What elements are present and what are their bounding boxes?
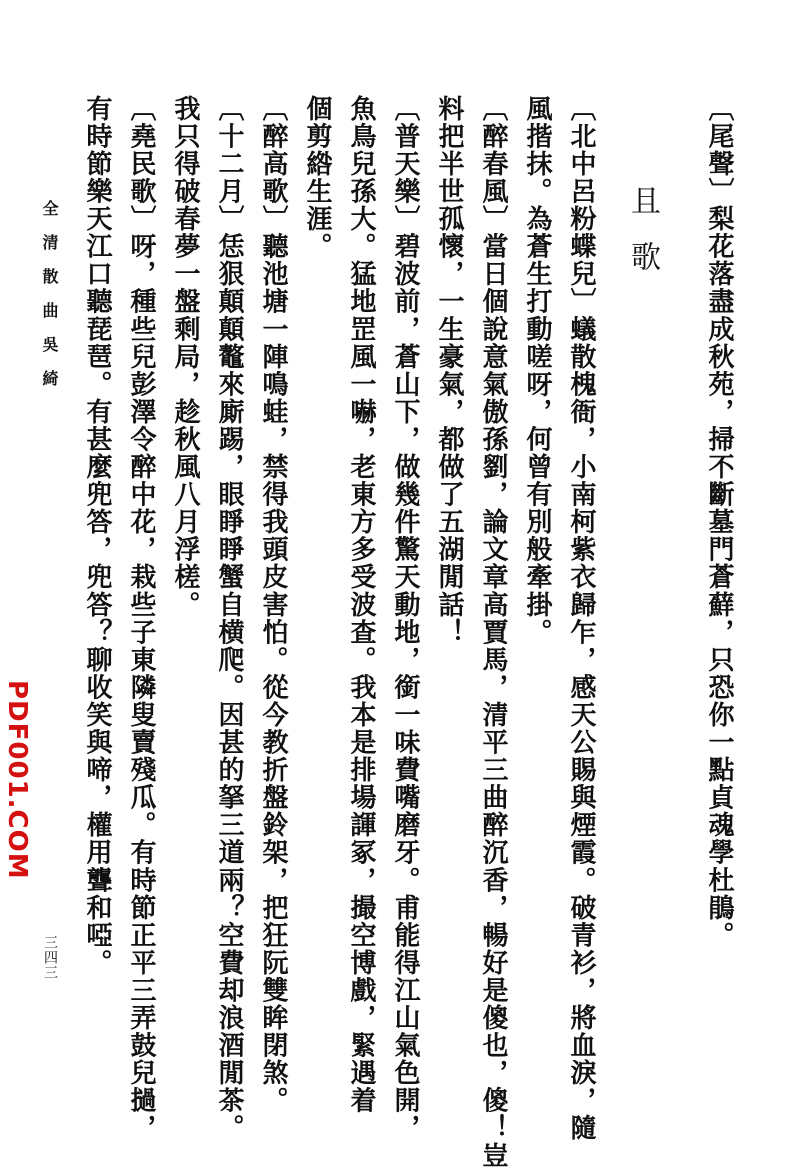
text-column-2: 〔北中呂粉蝶兒〕蟻散槐衙，小南柯紫衣歸乍，感天公賜與煙霞。破青衫，將血淚，隨 [566,95,596,1142]
page-number: 三四三 [42,935,58,980]
text-column-9: 〔醉高歌〕聽池塘一陣鳴蛙，禁得我頭皮害怕。從今教折盤鈴架，把狂阮雙眸閉煞。 [258,95,288,1115]
text-column-12: 〔堯民歌〕呀，種些兒彭澤令醉中花，栽些子東隣叟賣殘瓜。有時節正平三弄鼓兒撾， [126,95,156,1142]
text-column-8: 個剪綹生涯。 [302,95,332,261]
text-column-4: 〔醉春風〕當日個說意氣傲孫劉，論文章高賈馬，清平三曲醉沉香，暢好是傻也，傻！豈 [478,95,508,1169]
text-column-13: 有時節樂天江口聽琵琶。有甚麼兜答，兜答？聊收笑與啼，權用聾和啞。 [82,95,112,977]
watermark: PDF001.COM [2,680,32,880]
running-title: 全清散曲吳綺 [40,200,59,404]
text-column-3: 風揩抹。為蒼生打動嗟呀，何曾有別般牽掛。 [522,95,552,646]
text-column-1: 〔尾聲〕梨花落盡成秋苑，掃不斷墓門蒼蘚，只恐你一點貞魂學杜鵑。 [704,95,734,950]
text-column-11: 我只得破春夢一盤剩局，趁秋風八月浮槎。 [170,95,200,619]
section-heading: 且歌 [625,185,660,297]
text-column-10: 〔十二月〕恁狠顛顛鼇來廝踢，眼睜睜蟹自横爬。因甚的拏三道兩？空費却浪酒閒茶。 [214,95,244,1142]
text-column-6: 〔普天樂〕碧波前，蒼山下，做幾件驚天動地，銜一味費嘴磨牙。甫能得江山氣色開， [390,95,420,1142]
text-column-5: 料把半世孤懷，一生豪氣，都做了五湖閒話！ [434,95,464,646]
text-column-7: 魚鳥兒孫大。猛地罡風一嚇，老東方多受波查。我本是排場諢冢，撮空博戲，緊遇着 [346,95,376,1115]
